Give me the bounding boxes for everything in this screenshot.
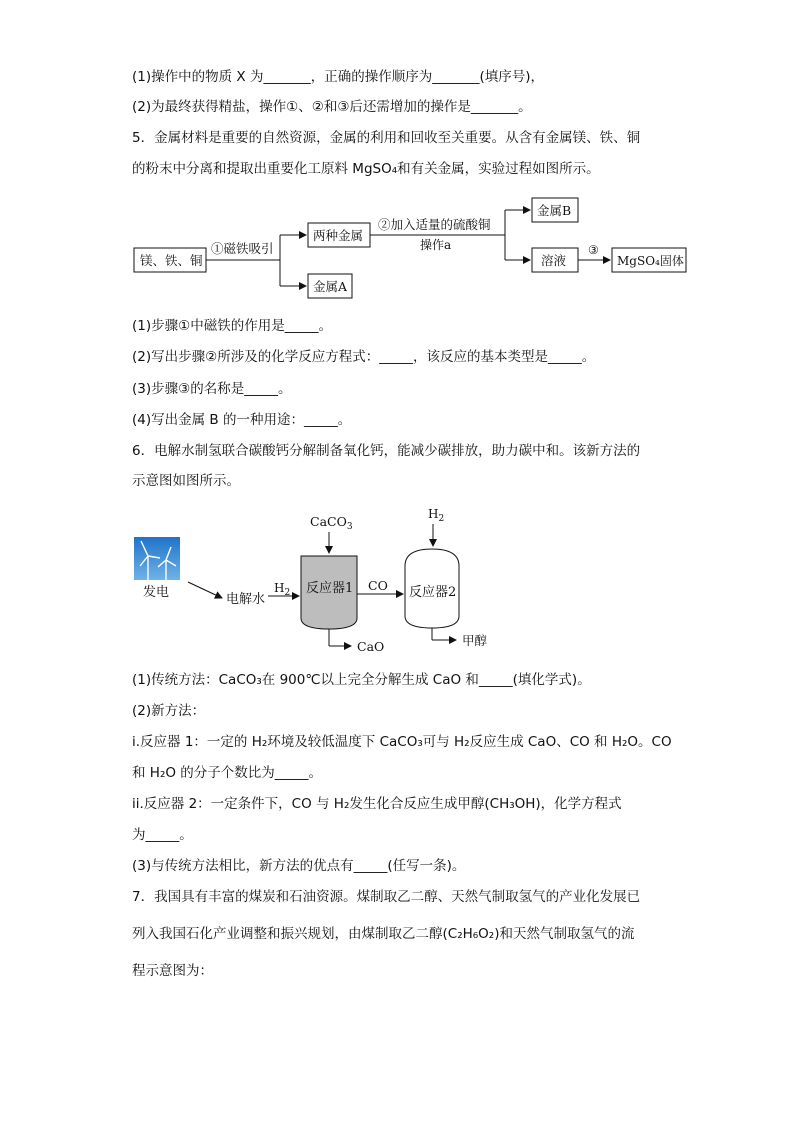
label-h2-feed: $H_2$ xyxy=(274,581,291,598)
q6-sub-1: (1)传统方法：CaCO₃在 900℃以上完全分解生成 CaO 和_____(填化学式)。 xyxy=(132,672,591,688)
q6-stem-line-1: 6．电解水制氢联合碳酸钙分解制备氧化钙，能减少碳排放，助力碳中和。该新方法的 xyxy=(132,443,641,459)
q7-stem-line-3: 程示意图为： xyxy=(132,963,213,979)
label-solution: 溶液 xyxy=(541,253,567,268)
q4-line-2: (2)为最终获得精盐，操作①、②和③后还需增加的操作是_______。 xyxy=(132,99,532,115)
q6-sub-4: 和 H₂O 的分子个数比为_____。 xyxy=(132,765,323,781)
q5-stem-line-2: 的粉末中分离和提取出重要化工原料 MgSO₄和有关金属，实验过程如图所示。 xyxy=(132,161,600,177)
label-step1: ①磁铁吸引 xyxy=(211,241,274,256)
label-h2-top: $H_2$ xyxy=(428,507,445,524)
q5-stem-line-1: 5．金属材料是重要的自然资源，金属的利用和回收至关重要。从含有金属镁、铁、铜 xyxy=(132,130,641,146)
label-start: 镁、铁、铜 xyxy=(140,253,203,268)
q6-stem-line-2: 示意图如图所示。 xyxy=(132,473,240,489)
wind-turbine-icon xyxy=(134,537,180,580)
q6-sub-6: 为_____。 xyxy=(132,827,193,843)
q7-stem-line-2: 列入我国石化产业调整和振兴规划，由煤制取乙二醇(C₂H₆O₂)和天然气制取氢气的流 xyxy=(132,926,635,942)
label-co: CO xyxy=(368,578,388,593)
label-reactor-2: 反应器2 xyxy=(409,585,457,600)
label-step2: ②加入适量的硫酸铜 xyxy=(378,217,491,232)
label-two-metals: 两种金属 xyxy=(313,228,364,243)
label-power: 发电 xyxy=(143,585,170,600)
label-cao: CaO xyxy=(357,639,385,654)
q6-sub-3: i.反应器 1：一定的 H₂环境及较低温度下 CaCO₃可与 H₂反应生成 CaO、CO 和 H₂O。CO xyxy=(132,734,672,750)
label-reactor-1: 反应器1 xyxy=(306,581,354,596)
label-product: MgSO₄固体 xyxy=(617,254,684,268)
q6-sub-2: (2)新方法： xyxy=(132,703,206,719)
q5-sub-1: (1)步骤①中磁铁的作用是_____。 xyxy=(132,318,332,334)
q6-sub-5: ii.反应器 2：一定条件下，CO 与 H₂发生化合反应生成甲醇(CH₃OH)，化学方程式 xyxy=(132,796,622,812)
label-metal-a: 金属A xyxy=(313,279,348,294)
q5-sub-4: (4)写出金属 B 的一种用途：_____。 xyxy=(132,412,352,428)
label-electrolysis: 电解水 xyxy=(226,592,266,607)
label-op-a: 操作a xyxy=(420,238,452,252)
q5-sub-3: (3)步骤③的名称是_____。 xyxy=(132,381,292,397)
label-step3: ③ xyxy=(588,243,599,257)
label-methanol: 甲醇 xyxy=(462,633,488,648)
q4-line-1: (1)操作中的物质 X 为_______，正确的操作顺序为_______(填序号)， xyxy=(132,69,544,85)
label-caco3: CaCO$_3$ xyxy=(310,514,353,532)
q5-sub-2: (2)写出步骤②所涉及的化学反应方程式：_____，该反应的基本类型是_____。 xyxy=(132,349,596,365)
label-metal-b: 金属B xyxy=(537,203,572,218)
q7-stem-line-1: 7．我国具有丰富的煤炭和石油资源。煤制取乙二醇、天然气制取氢气的产业化发展已 xyxy=(132,889,641,905)
q6-sub-7: (3)与传统方法相比，新方法的优点有_____(任写一条)。 xyxy=(132,858,466,874)
